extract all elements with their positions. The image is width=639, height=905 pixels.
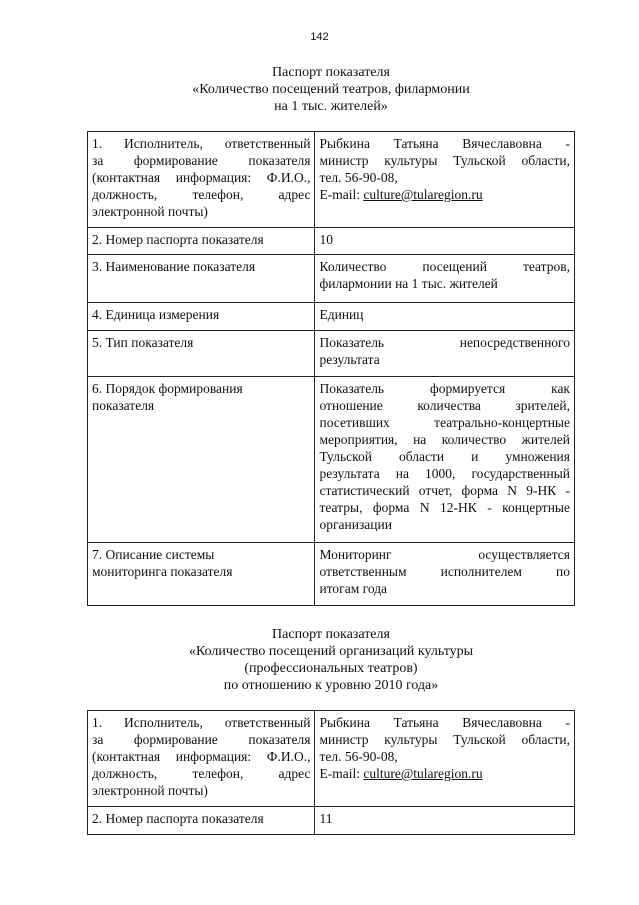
value-line: Единиц xyxy=(319,307,364,322)
value-line: Рыбкина Татьяна Вячеславовна - xyxy=(319,715,570,730)
passport-2-title xyxy=(87,626,575,694)
label-line: мониторинга показателя xyxy=(92,564,233,579)
label-line: 1. Исполнитель, ответственный xyxy=(92,136,311,151)
row-value xyxy=(315,807,575,835)
table-row-number xyxy=(88,807,575,835)
email-line xyxy=(319,186,570,203)
row-label xyxy=(88,807,315,835)
table-row-unit xyxy=(88,303,575,331)
value-line: Показатель формируется как xyxy=(319,381,570,396)
value-line: отношение количества зрителей, xyxy=(319,398,570,413)
passport-1-title xyxy=(87,64,575,115)
label-line: (контактная информация: Ф.И.О., xyxy=(92,170,311,185)
table-row-name xyxy=(88,255,575,303)
label-line: показателя xyxy=(92,398,155,413)
value-line: Мониторинг осуществляется xyxy=(319,547,570,562)
row-value xyxy=(315,228,575,255)
row-value xyxy=(315,132,575,228)
value-line: театры, форма N 12-НК - концертные xyxy=(319,500,570,515)
row-value xyxy=(315,331,575,377)
value-line: тел. 56-90-08, xyxy=(319,170,398,185)
page-number: 142 xyxy=(310,31,329,43)
value-line: статистический отчет, форма N 9-НК - xyxy=(319,483,570,498)
passport-2-table xyxy=(87,710,575,835)
value-line: 10 xyxy=(319,232,333,247)
value-line: 11 xyxy=(319,811,333,826)
value-line: министр культуры Тульской области, xyxy=(319,153,570,168)
row-value xyxy=(315,255,575,303)
value-line: ответственным исполнителем по xyxy=(319,564,570,579)
title-line: Паспорт показателя xyxy=(272,65,390,80)
label-line: за формирование показателя xyxy=(92,732,311,747)
label-line: электронной почты) xyxy=(92,204,208,219)
table-row-number xyxy=(88,228,575,255)
value-line: филармонии на 1 тыс. жителей xyxy=(319,276,498,291)
email-line xyxy=(319,765,570,782)
passport-1-table xyxy=(87,131,575,606)
email-link[interactable]: culture@tularegion.ru xyxy=(363,187,483,202)
value-line: результата xyxy=(319,352,380,367)
label-line: 5. Тип показателя xyxy=(92,335,194,350)
row-value xyxy=(315,303,575,331)
row-label xyxy=(88,132,315,228)
value-line: Рыбкина Татьяна Вячеславовна - xyxy=(319,136,570,151)
row-value xyxy=(315,543,575,606)
value-line: посетивших театрально-концертные xyxy=(319,415,570,430)
label-line: должность, телефон, адрес xyxy=(92,766,311,781)
table-row-executor xyxy=(88,711,575,807)
value-line: тел. 56-90-08, xyxy=(319,749,398,764)
value-line: организации xyxy=(319,517,392,532)
label-line: 4. Единица измерения xyxy=(92,307,220,322)
label-line: 6. Порядок формирования xyxy=(92,381,243,396)
email-link[interactable]: culture@tularegion.ru xyxy=(363,766,483,781)
label-line: 7. Описание системы xyxy=(92,547,215,562)
row-value xyxy=(315,711,575,807)
title-line: на 1 тыс. жителей» xyxy=(274,99,388,114)
value-line: итогам года xyxy=(319,581,388,596)
email-label: E-mail: xyxy=(319,766,364,781)
label-line: за формирование показателя xyxy=(92,153,311,168)
value-line: министр культуры Тульской области, xyxy=(319,732,570,747)
table-row-type xyxy=(88,331,575,377)
value-line: Количество посещений театров, xyxy=(319,259,570,274)
email-label: E-mail: xyxy=(319,187,364,202)
label-line: (контактная информация: Ф.И.О., xyxy=(92,749,311,764)
title-line: «Количество посещений организаций культуры xyxy=(188,644,474,659)
row-label xyxy=(88,331,315,377)
value-line: мероприятия, на количество жителей xyxy=(319,432,570,447)
title-line: (профессиональных театров) xyxy=(244,661,418,676)
value-line: Показатель непосредственного xyxy=(319,335,570,350)
label-line: 3. Наименование показателя xyxy=(92,259,256,274)
label-line: 2. Номер паспорта показателя xyxy=(92,811,264,826)
table-row-monitoring xyxy=(88,543,575,606)
label-line: 2. Номер паспорта показателя xyxy=(92,232,264,247)
row-value xyxy=(315,377,575,543)
value-line: Тульской области и умножения xyxy=(319,449,570,464)
label-line: должность, телефон, адрес xyxy=(92,187,311,202)
title-line: Паспорт показателя xyxy=(272,627,390,642)
row-label xyxy=(88,377,315,543)
row-label xyxy=(88,711,315,807)
row-label xyxy=(88,228,315,255)
row-label xyxy=(88,255,315,303)
label-line: 1. Исполнитель, ответственный xyxy=(92,715,311,730)
row-label xyxy=(88,543,315,606)
row-label xyxy=(88,303,315,331)
value-line: результата на 1000, государственный xyxy=(319,466,570,481)
table-row-executor xyxy=(88,132,575,228)
label-line: электронной почты) xyxy=(92,783,208,798)
table-row-procedure xyxy=(88,377,575,543)
title-line: по отношению к уровню 2010 года» xyxy=(223,678,439,693)
title-line: «Количество посещений театров, филармонии xyxy=(192,82,470,97)
